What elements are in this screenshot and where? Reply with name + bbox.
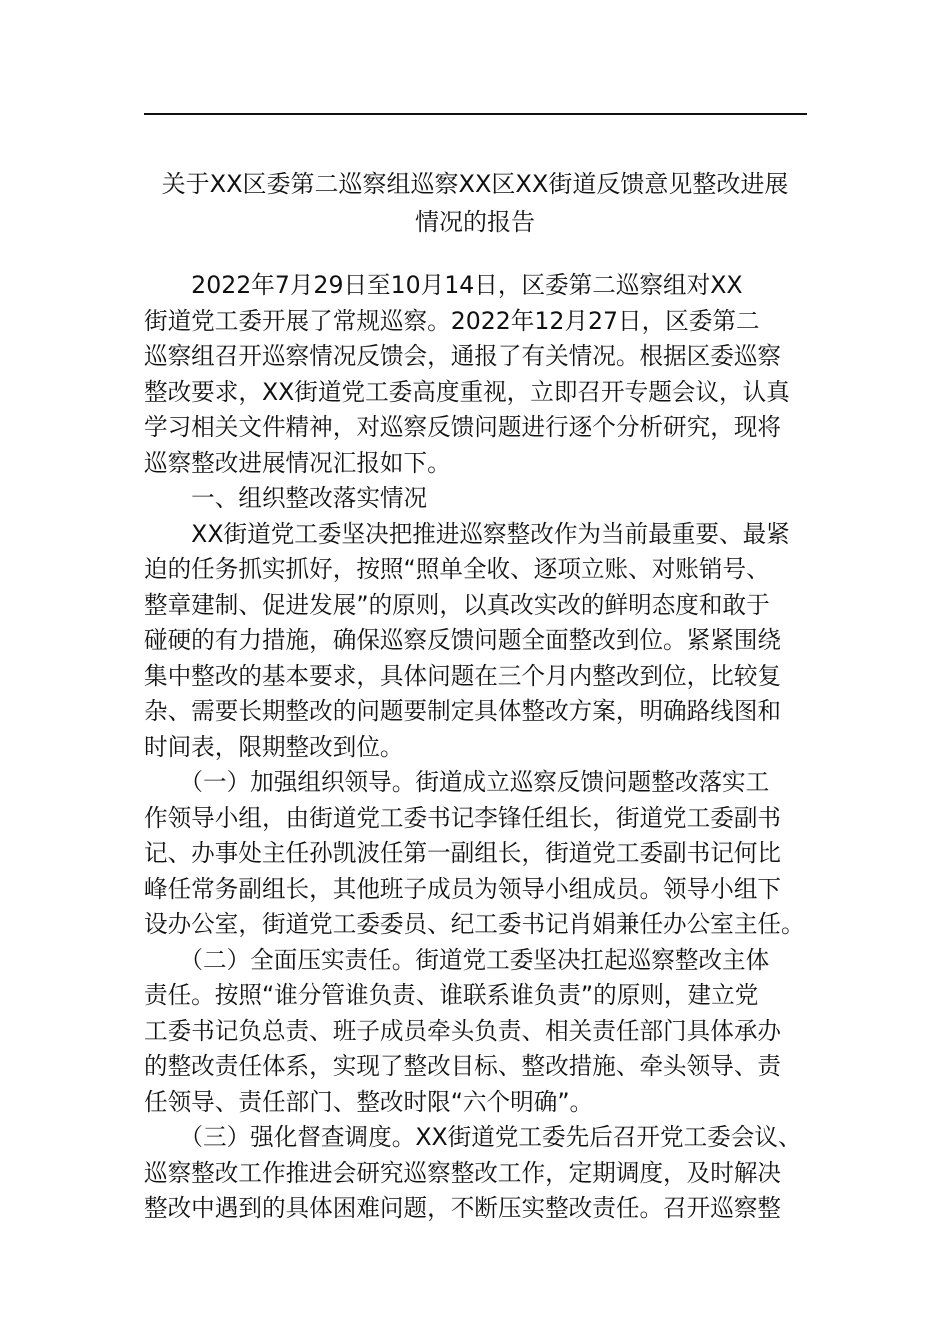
text-line: （三）强化督查调度。XX街道党工委先后召开党工委会议、 — [144, 1123, 802, 1151]
text-line: 记、办事处主任孙凯波任第一副组长，街道党工委副书记何比 — [144, 839, 782, 867]
text-line: XX街道党工委坚决把推进巡察整改作为当前最重要、最紧 — [144, 519, 790, 548]
text-line: （二）全面压实责任。街道党工委坚决扛起巡察整改主体 — [144, 945, 770, 974]
section-heading — [144, 481, 807, 517]
text-line: 整改中遇到的具体困难问题，不断压实整改责任。召开巡察整 — [144, 1194, 782, 1222]
text-line: 峰任常务副组长，其他班子成员为领导小组成员。领导小组下 — [144, 874, 782, 903]
body-paragraph — [144, 517, 807, 766]
document-title — [120, 165, 830, 241]
title-line: 情况的报告 — [415, 208, 535, 236]
subsection-paragraph — [144, 943, 807, 1121]
text-line: 的整改责任体系，实现了整改目标、整改措施、牵头领导、责 — [144, 1052, 782, 1080]
text-line: 2022年7月29日至10月14日，区委第二巡察组对XX — [144, 271, 743, 299]
text-line: 巡察整改工作推进会研究巡察整改工作，定期调度，及时解决 — [144, 1158, 782, 1187]
document-body — [144, 268, 807, 1227]
text-line: 迫的任务抓实抓好，按照“照单全收、逐项立账、对账销号、 — [144, 555, 770, 583]
text-line: 时间表，限期整改到位。 — [144, 732, 404, 761]
subsection-paragraph — [144, 1120, 807, 1227]
text-line: 工委书记负总责、班子成员牵头负责、相关责任部门具体承办 — [144, 1016, 782, 1045]
text-line: 作领导小组，由街道党工委书记李锋任组长，街道党工委副书 — [144, 803, 782, 832]
text-line: （一）加强组织领导。街道成立巡察反馈问题整改落实工 — [144, 768, 770, 796]
text-line: 杂、需要长期整改的问题要制定具体整改方案，明确路线图和 — [144, 697, 782, 725]
text-line: 任领导、责任部门、整改时限“六个明确”。 — [144, 1087, 594, 1116]
text-line: 整改要求，XX街道党工委高度重视，立即召开专题会议，认真 — [144, 377, 790, 406]
intro-paragraph — [144, 268, 807, 481]
header-rule — [144, 113, 807, 115]
text-line: 责任。按照“谁分管谁负责、谁联系谁负责”的原则，建立党 — [144, 981, 759, 1009]
subsection-paragraph — [144, 765, 807, 943]
text-line: 巡察组召开巡察情况反馈会，通报了有关情况。根据区委巡察 — [144, 342, 782, 370]
text-line: 集中整改的基本要求，具体问题在三个月内整改到位，比较复 — [144, 661, 782, 690]
title-line: 关于XX区委第二巡察组巡察XX区XX街道反馈意见整改进展 — [161, 170, 789, 198]
text-line: 设办公室，街道党工委委员、纪工委书记肖娟兼任办公室主任。 — [144, 910, 805, 938]
text-line: 街道党工委开展了常规巡察。2022年12月27日，区委第二 — [144, 306, 760, 335]
text-line: 巡察整改进展情况汇报如下。 — [144, 448, 451, 477]
text-line: 整章建制、促进发展”的原则，以真改实改的鲜明态度和敢于 — [144, 590, 770, 619]
text-line: 学习相关文件精神，对巡察反馈问题进行逐个分析研究，现将 — [144, 413, 782, 441]
text-line: 一、组织整改落实情况 — [144, 484, 428, 512]
text-line: 碰硬的有力措施，确保巡察反馈问题全面整改到位。紧紧围绕 — [144, 626, 782, 654]
